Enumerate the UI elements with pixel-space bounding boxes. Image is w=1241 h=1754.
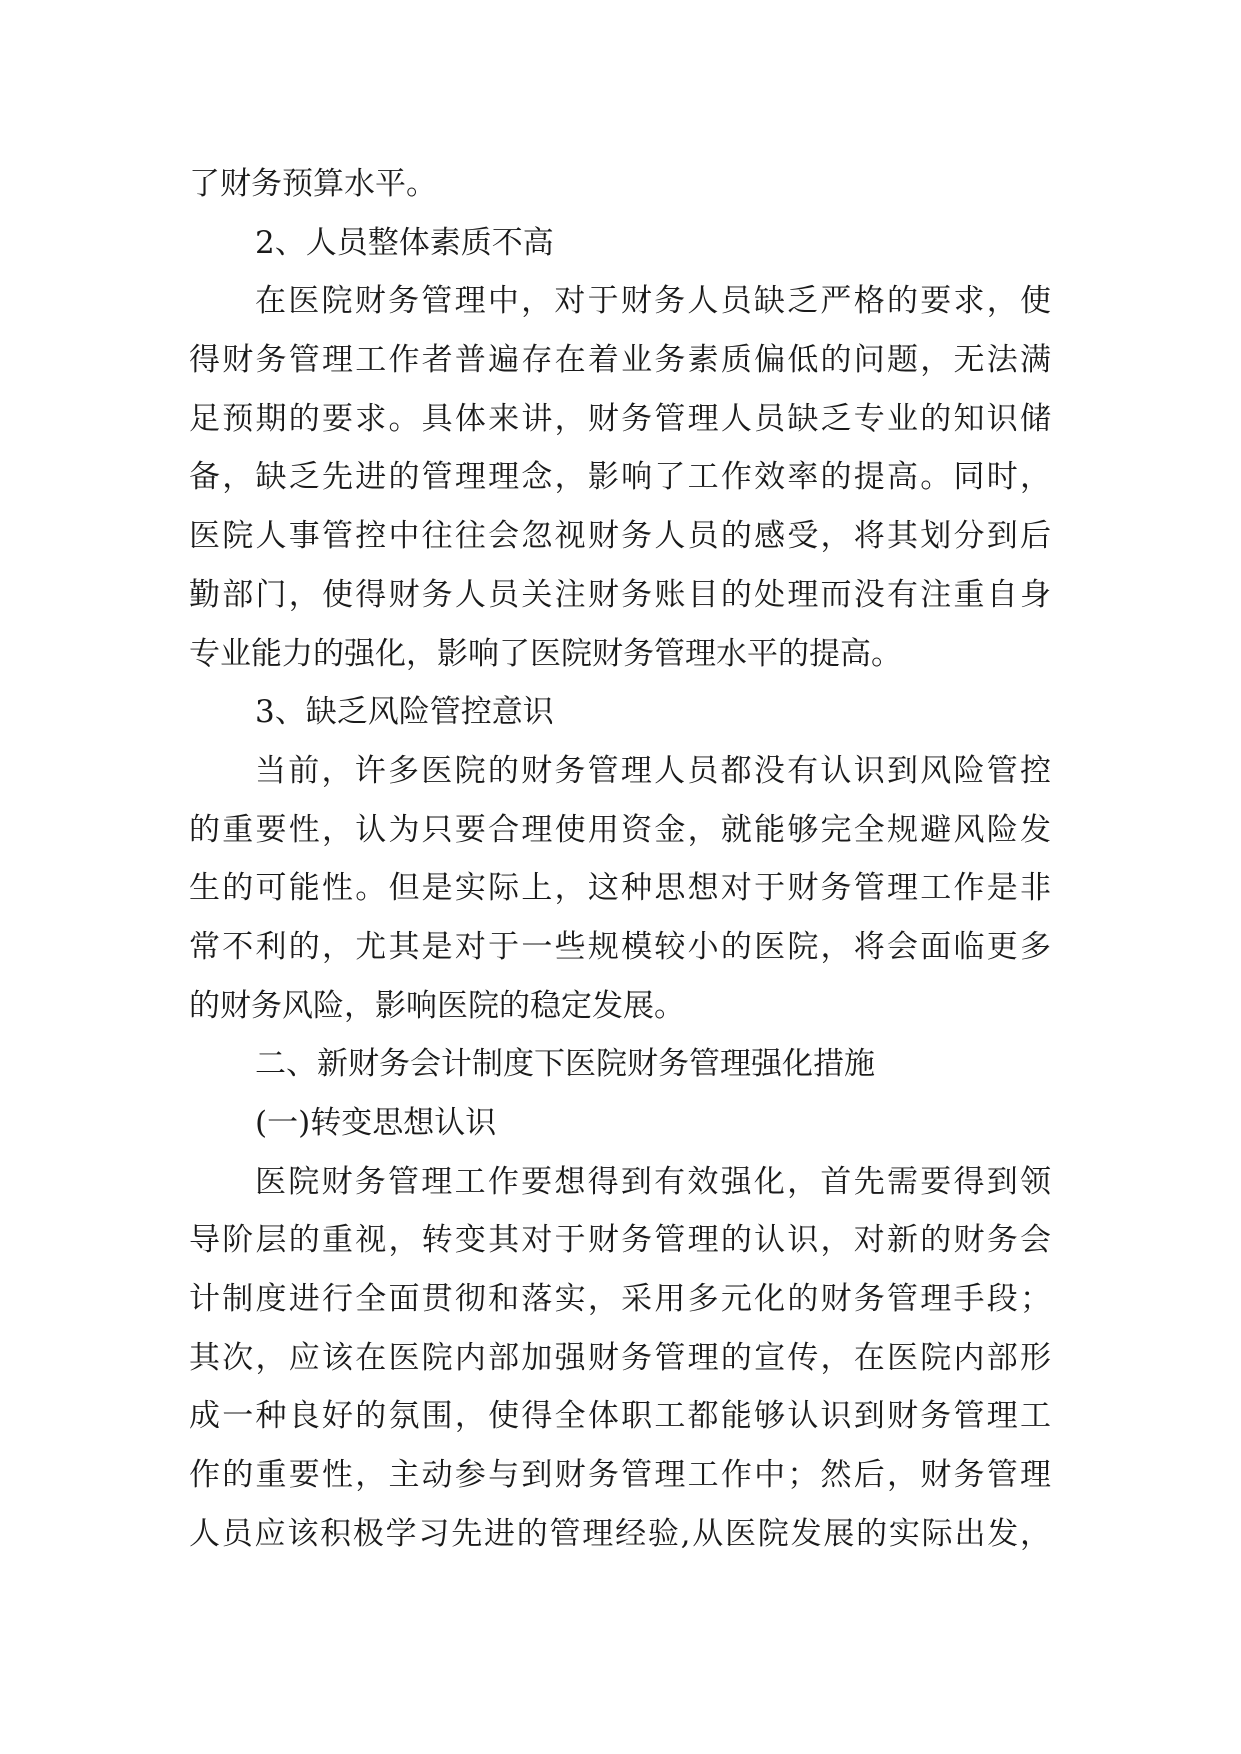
paragraph-line: 作的重要性，主动参与到财务管理工作中；然后，财务管理 [189,1457,1051,1494]
paragraph-line: 导阶层的重视，转变其对于财务管理的认识，对新的财务会 [189,1222,1051,1259]
paragraph-line: 医院财务管理工作要想得到有效强化，首先需要得到领 [255,1163,1051,1200]
section-heading: 2、人员整体素质不高 [255,224,554,261]
paragraph-line: 勤部门，使得财务人员关注财务账目的处理而没有注重自身 [189,576,1051,613]
paragraph-line: 在医院财务管理中，对于财务人员缺乏严格的要求，使 [255,283,1051,320]
paragraph-line: 当前，许多医院的财务管理人员都没有认识到风险管控 [255,752,1051,789]
paragraph-line: 得财务管理工作者普遍存在着业务素质偏低的问题，无法满 [189,342,1051,379]
paragraph-line: 生的可能性。但是实际上，这种思想对于财务管理工作是非 [189,870,1051,907]
subsection-heading: (一)转变思想认识 [255,1105,497,1141]
document-page [189,155,1051,1564]
paragraph-line: 了财务预算水平。 [189,166,437,202]
section-heading: 3、缺乏风险管控意识 [255,694,554,731]
paragraph-line: 成一种良好的氛围，使得全体职工都能够认识到财务管理工 [189,1398,1051,1435]
paragraph-line: 人员应该积极学习先进的管理经验,从医院发展的实际出发， [189,1515,1051,1552]
paragraph-line: 其次，应该在医院内部加强财务管理的宣传，在医院内部形 [189,1339,1051,1376]
paragraph-line: 常不利的，尤其是对于一些规模较小的医院，将会面临更多 [189,928,1051,965]
section-heading: 二、新财务会计制度下医院财务管理强化措施 [255,1046,875,1083]
paragraph-line: 的财务风险，影响医院的稳定发展。 [189,987,685,1024]
paragraph-line: 的重要性，认为只要合理使用资金，就能够完全规避风险发 [189,811,1051,848]
paragraph-line: 计制度进行全面贯彻和落实，采用多元化的财务管理手段； [189,1281,1051,1318]
paragraph-line: 足预期的要求。具体来讲，财务管理人员缺乏专业的知识储 [189,400,1051,437]
paragraph-line: 医院人事管控中往往会忽视财务人员的感受，将其划分到后 [189,518,1051,555]
paragraph-line: 专业能力的强化，影响了医院财务管理水平的提高。 [189,635,902,672]
paragraph-line: 备，缺乏先进的管理理念，影响了工作效率的提高。同时， [189,459,1051,496]
